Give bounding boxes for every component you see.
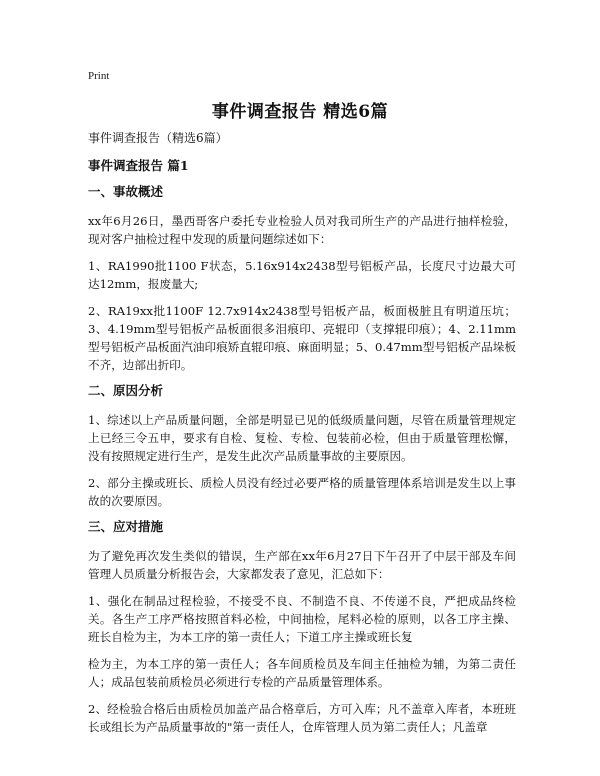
paragraph: 2、RA19xx批1100F 12.7x914x2438型号铝板产品，板面极脏且有明道压坑；3、4.19mm型号铝板产品板面很多泪痕印、亮辊印（支撑辊印痕）；4、2.11mm型号铝板产品板面汽油印痕矫直辊印痕、麻面明显；5、0.47mm型号铝板产品垛板不齐，边部出折印。 xyxy=(88,304,516,372)
page-title: 事件调查报告 精选6篇 xyxy=(211,102,389,122)
paragraph: xx年6月26日，墨西哥客户委托专业检验人员对我司所生产的产品进行抽样检验，现对客户抽检过程中发现的质量问题综述如下： xyxy=(88,214,516,246)
paragraph: 2、经检验合格后由质检员加盖产品合格章后，方可入库；凡不盖章入库者，本班班长或组长为产品质量事故的"第一责任人，仓库管理人员为第二责任人；凡盖章 xyxy=(88,702,516,734)
section-cause-analysis xyxy=(88,383,516,510)
print-label: Print xyxy=(88,70,110,82)
paragraph: 为了避免再次发生类似的错误，生产部在xx年6月27日下午召开了中层干部及车间管理人员质量分析报告会，大家都发表了意见，汇总如下： xyxy=(88,549,516,581)
section-heading: 一、事故概述 xyxy=(88,184,164,199)
article-heading: 事件调查报告 篇1 xyxy=(88,158,189,173)
document-subtitle: 事件调查报告（精选6篇） xyxy=(88,131,228,145)
section-heading: 二、原因分析 xyxy=(88,383,164,398)
section-overview xyxy=(88,184,516,374)
paragraph: 2、部分主操或班长、质检人员没有经过必要严格的质量管理体系培训是发生以上事故的次要原因。 xyxy=(88,476,516,508)
paragraph: 1、强化在制品过程检验，不接受不良、不制造不良、不传递不良，严把成品终检关。各生产工序严格按照首料必检，中间抽检，尾料必检的原则，以各工序主操、班长自检为主，为本工序的第一责任人；下道工序主操或班长复 xyxy=(88,594,516,644)
section-countermeasures xyxy=(88,519,516,736)
paragraph: 检为主，为本工序的第一责任人；各车间质检员及车间主任抽检为辅，为第二责任人；成品包装前质检员必须进行专检的产品质量管理体系。 xyxy=(88,657,516,689)
paragraph: 1、RA1990批1100 F状态，5.16x914x2438型号铝板产品，长度尺寸边最大可达12mm，报废量大; xyxy=(88,259,516,291)
paragraph: 1、综述以上产品质量问题，全部是明显已见的低级质量问题，尽管在质量管理规定上已经三令五申，要求有自检、复检、专检、包装前必检，但由于质量管理松懈，没有按照规定进行生产，是发生此次产品质量事故的主要原因。 xyxy=(88,413,516,463)
document-body xyxy=(88,130,516,745)
section-heading: 三、应对措施 xyxy=(88,519,164,534)
